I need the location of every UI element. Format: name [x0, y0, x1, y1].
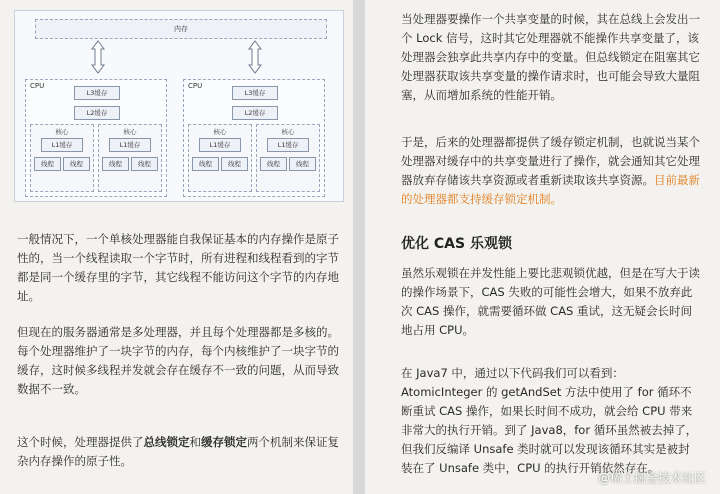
paragraph-lock-mechanisms [17, 433, 339, 471]
right-column [365, 0, 720, 494]
thread-box: 线程 [63, 157, 90, 171]
core-label: 核心 [123, 128, 137, 136]
paragraph-bus-lock: 当处理器要操作一个共享变量的时候，其在总线上会发出一个 Lock 信号，这时其它处理器就不能操作共享变量了，该处理器会独享此共享内存中的变量。但总线锁定在阻塞其它处理器获取该共享变量的操作请求时，也可能会导致大量阻塞，从而增加系统的性能开销。 [401, 12, 700, 102]
cpu-box-2 [183, 79, 325, 197]
thread-box: 线程 [131, 157, 158, 171]
l3-cache: L3缓存 [232, 86, 278, 100]
l2-cache: L2缓存 [74, 106, 120, 120]
thread-box: 线程 [34, 157, 61, 171]
core-box [98, 124, 162, 192]
core-label: 核心 [55, 128, 69, 136]
paragraph-single-core: 一般情况下，一个单核处理器能自我保证基本的内存操作是原子性的，当一个线程读取一个字节时，所有进程和线程看到的字节都是同一个缓存里的字节，其它线程不能访问这个字节的内存地址。 [17, 232, 339, 303]
highlighted-text: 目前最新的处理器都支持缓存锁定机制。 [401, 173, 700, 206]
cpu-label: CPU [30, 82, 45, 90]
left-column [0, 0, 353, 494]
l1-cache: L1缓存 [199, 138, 241, 152]
core-box [256, 124, 320, 192]
cpu-label: CPU [188, 82, 203, 90]
bold-term-bus-lock: 总线锁定 [143, 435, 190, 449]
l1-cache: L1缓存 [109, 138, 151, 152]
text-fragment: 这个时候，处理器提供了 [17, 435, 144, 449]
arrow-right [249, 41, 261, 73]
core-label: 核心 [213, 128, 227, 136]
memory-box: 内存 [35, 19, 327, 39]
l1-cache: L1缓存 [267, 138, 309, 152]
l2-cache: L2缓存 [232, 106, 278, 120]
thread-box: 线程 [289, 157, 316, 171]
core-box [188, 124, 252, 192]
paragraph-java-example: 在 Java7 中，通过以下代码我们可以看到：AtomicInteger 的 getAndSet 方法中使用了 for 循环不断重试 CAS 操作，如果长时间不成功，就会给 CPU 带来非常大的执行开销。到了 Java8，for 循环虽然被去掉了，但我们反编译 Unsafe 类时就可以发现该循环其实是被封装在了 Unsafe 类中，CPU 的执行开销依然存在。 [401, 366, 698, 475]
memory-architecture-diagram [14, 10, 344, 202]
thread-box: 线程 [102, 157, 129, 171]
l1-cache: L1缓存 [41, 138, 83, 152]
core-box [30, 124, 94, 192]
section-heading: 优化 CAS 乐观锁 [401, 236, 512, 252]
l3-cache: L3缓存 [74, 86, 120, 100]
paragraph-multi-processor: 但现在的服务器通常是多处理器，并且每个处理器都是多核的。每个处理器维护了一块字节的内存，每个内核维护了一块字节的缓存，这时候多线程并发就会存在缓存不一致的问题，从而导致数据不一致。 [17, 325, 339, 396]
paragraph-cache-lock [401, 133, 701, 209]
text-fragment: 两个机制来保证复杂内存操作的原子性。 [17, 435, 339, 468]
text-fragment: 于是，后来的处理器都提供了缓存锁定机制，也就说当某个处理器对缓存中的共享变量进行了操作，就会通知其它处理器放弃存储该共享资源或者重新读取该共享资源。 [401, 135, 700, 187]
core-label: 核心 [281, 128, 295, 136]
arrow-left [92, 41, 104, 73]
thread-box: 线程 [192, 157, 219, 171]
thread-box: 线程 [221, 157, 248, 171]
bold-term-cache-lock: 缓存锁定 [201, 435, 247, 449]
watermark: @稀土掘金技术社区 [597, 471, 706, 485]
text-fragment: 和 [189, 435, 201, 449]
cpu-box-1 [25, 79, 167, 197]
thread-box: 线程 [260, 157, 287, 171]
paragraph-cas-failure: 虽然乐观锁在并发性能上要比悲观锁优越，但是在写大于读的操作场景下，CAS 失败的可能性会增大，如果不放弃此次 CAS 操作，就需要循环做 CAS 重试，这无疑会长时间地占用 CPU。 [401, 266, 700, 337]
